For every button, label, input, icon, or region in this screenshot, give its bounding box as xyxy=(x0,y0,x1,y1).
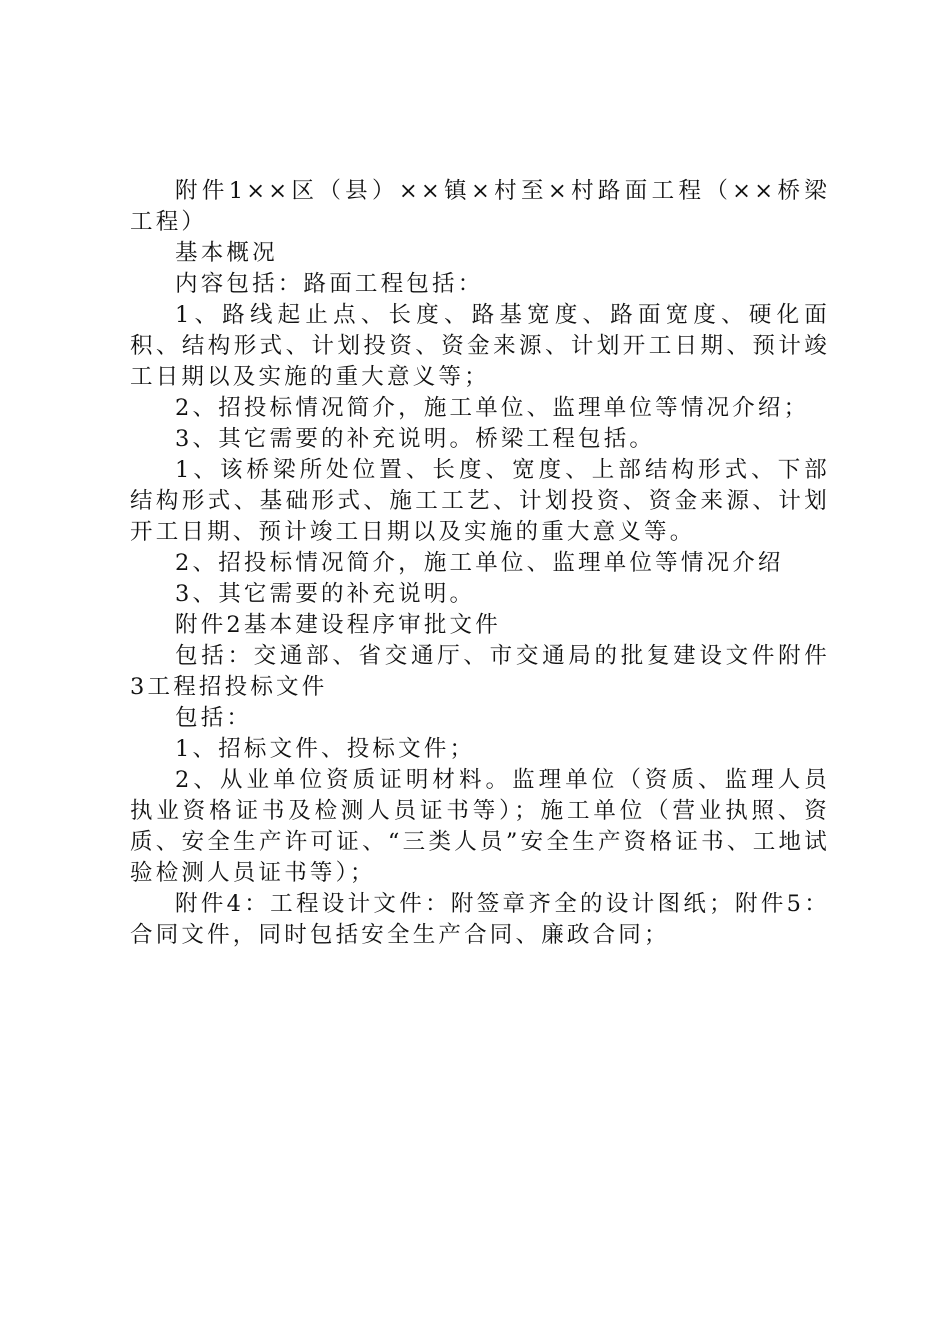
attachment-3-item-1: 1、招标文件、投标文件； xyxy=(175,736,476,762)
attachment-2-title: 附件2基本建设程序审批文件 xyxy=(175,612,501,638)
road-item-3: 3、其它需要的补充说明。桥梁工程包括。 xyxy=(175,426,656,452)
document-body xyxy=(130,176,830,951)
road-item-2: 2、招投标情况简介，施工单位、监理单位等情况介绍； xyxy=(175,395,810,421)
bridge-item-3: 3、其它需要的补充说明。 xyxy=(175,581,476,607)
attachment-4-5: 附件4：工程设计文件：附签章齐全的设计图纸；附件5：合同文件，同时包括安全生产合同、廉政合同； xyxy=(130,891,830,948)
attachment-3-item-2: 2、从业单位资质证明材料。监理单位（资质、监理人员执业资格证书及检测人员证书等）；施工单位（营业执照、资质、安全生产许可证、“三类人员”安全生产资格证书、工地试验检测人员证书等）； xyxy=(130,767,830,886)
bridge-item-2: 2、招投标情况简介，施工单位、监理单位等情况介绍 xyxy=(175,550,784,576)
content-intro: 内容包括：路面工程包括： xyxy=(175,271,484,297)
section-heading-overview: 基本概况 xyxy=(175,240,278,266)
bridge-item-1: 1、该桥梁所处位置、长度、宽度、上部结构形式、下部结构形式、基础形式、施工工艺、计划投资、资金来源、计划开工日期、预计竣工日期以及实施的重大意义等。 xyxy=(130,457,830,545)
road-item-1: 1、路线起止点、长度、路基宽度、路面宽度、硬化面积、结构形式、计划投资、资金来源、计划开工日期、预计竣工日期以及实施的重大意义等； xyxy=(130,302,830,390)
attachment-3-intro: 包括： xyxy=(175,705,253,731)
attachment-1-title: 附件1××区（县）××镇×村至×村路面工程（××桥梁工程） xyxy=(130,178,830,235)
attachment-2-content: 包括：交通部、省交通厅、市交通局的批复建设文件附件3工程招投标文件 xyxy=(130,643,830,700)
